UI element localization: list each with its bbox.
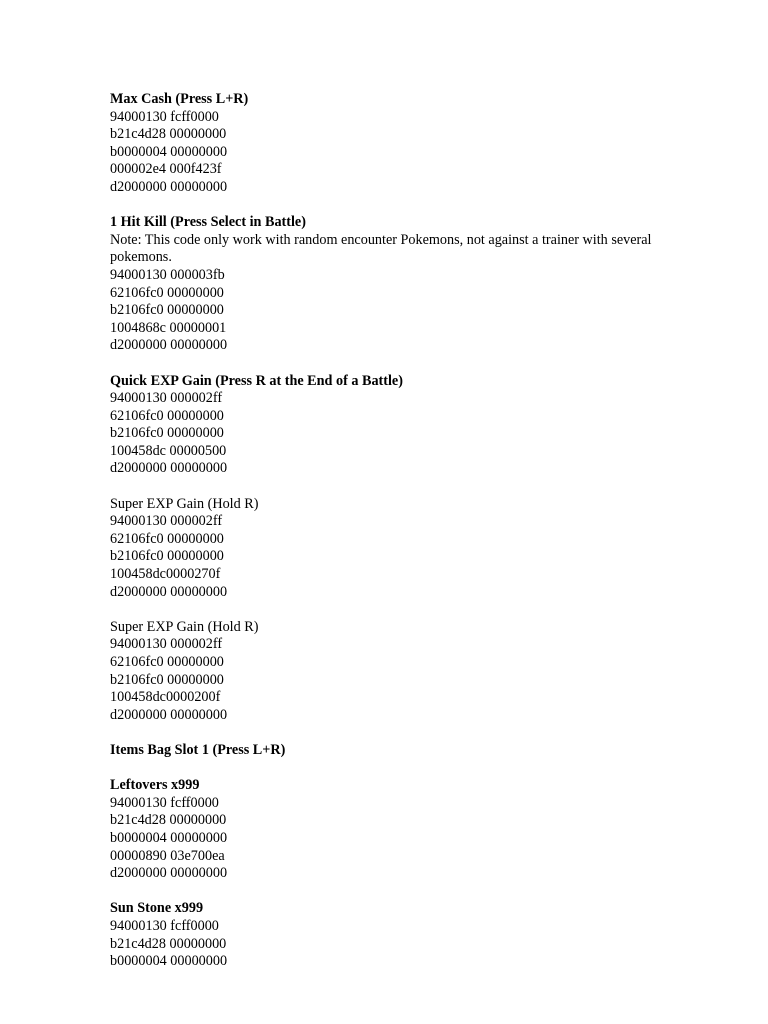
code-line: 94000130 fcff0000 bbox=[110, 108, 219, 125]
code-line: 000002e4 000f423f bbox=[110, 161, 222, 178]
code-line: 94000130 000003fb bbox=[110, 266, 225, 283]
section-heading: Super EXP Gain (Hold R) bbox=[110, 618, 259, 635]
section-heading: Items Bag Slot 1 (Press L+R) bbox=[110, 741, 286, 758]
code-line: b2106fc0 00000000 bbox=[110, 425, 224, 442]
document-page bbox=[110, 91, 710, 988]
code-line: 62106fc0 00000000 bbox=[110, 654, 224, 670]
section-heading: Max Cash (Press L+R) bbox=[110, 91, 249, 107]
code-section-one-hit-kill bbox=[110, 214, 710, 355]
code-line: 1004868c 00000001 bbox=[110, 319, 227, 336]
code-line: d2000000 00000000 bbox=[110, 865, 228, 882]
code-line: 100458dc0000270f bbox=[110, 566, 221, 583]
code-line: d2000000 00000000 bbox=[110, 706, 228, 723]
code-line: b0000004 00000000 bbox=[110, 953, 228, 970]
code-section-max-cash bbox=[110, 91, 710, 197]
section-heading: 1 Hit Kill (Press Select in Battle) bbox=[110, 214, 306, 231]
code-line: b21c4d28 00000000 bbox=[110, 812, 227, 829]
code-line: b21c4d28 00000000 bbox=[110, 935, 227, 952]
code-line: 62106fc0 00000000 bbox=[110, 530, 224, 547]
section-heading: Leftovers x999 bbox=[110, 777, 200, 794]
code-line: 62106fc0 00000000 bbox=[110, 284, 224, 301]
code-line: 94000130 000002ff bbox=[110, 636, 223, 653]
section-heading: Sun Stone x999 bbox=[110, 900, 204, 917]
section-note: Note: This code only work with random encounter Pokemons, not against a trainer with several pokemons. bbox=[110, 231, 652, 266]
code-section-super-exp-2 bbox=[110, 619, 710, 725]
code-section-leftovers bbox=[110, 777, 710, 883]
code-line: d2000000 00000000 bbox=[110, 178, 228, 195]
code-line: 62106fc0 00000000 bbox=[110, 407, 224, 424]
code-line: 100458dc 00000500 bbox=[110, 442, 227, 459]
code-line: d2000000 00000000 bbox=[110, 460, 228, 477]
code-section-sun-stone bbox=[110, 900, 710, 970]
code-line: 94000130 000002ff bbox=[110, 390, 223, 407]
code-line: 94000130 fcff0000 bbox=[110, 794, 219, 811]
code-line: 00000890 03e700ea bbox=[110, 847, 225, 864]
code-line: b2106fc0 00000000 bbox=[110, 302, 224, 319]
code-line: 94000130 fcff0000 bbox=[110, 917, 219, 934]
code-line: b0000004 00000000 bbox=[110, 829, 228, 846]
section-heading: Super EXP Gain (Hold R) bbox=[110, 495, 259, 512]
code-line: d2000000 00000000 bbox=[110, 583, 228, 600]
code-section-items-bag bbox=[110, 742, 710, 760]
code-line: 100458dc0000200f bbox=[110, 689, 221, 706]
code-line: b0000004 00000000 bbox=[110, 143, 228, 160]
code-section-super-exp-1 bbox=[110, 496, 710, 602]
code-line: d2000000 00000000 bbox=[110, 337, 228, 354]
code-line: b21c4d28 00000000 bbox=[110, 126, 227, 143]
code-line: b2106fc0 00000000 bbox=[110, 548, 224, 565]
code-line: b2106fc0 00000000 bbox=[110, 671, 224, 688]
code-line: 94000130 000002ff bbox=[110, 513, 223, 530]
code-section-quick-exp bbox=[110, 373, 710, 479]
section-heading: Quick EXP Gain (Press R at the End of a Battle) bbox=[110, 372, 403, 389]
